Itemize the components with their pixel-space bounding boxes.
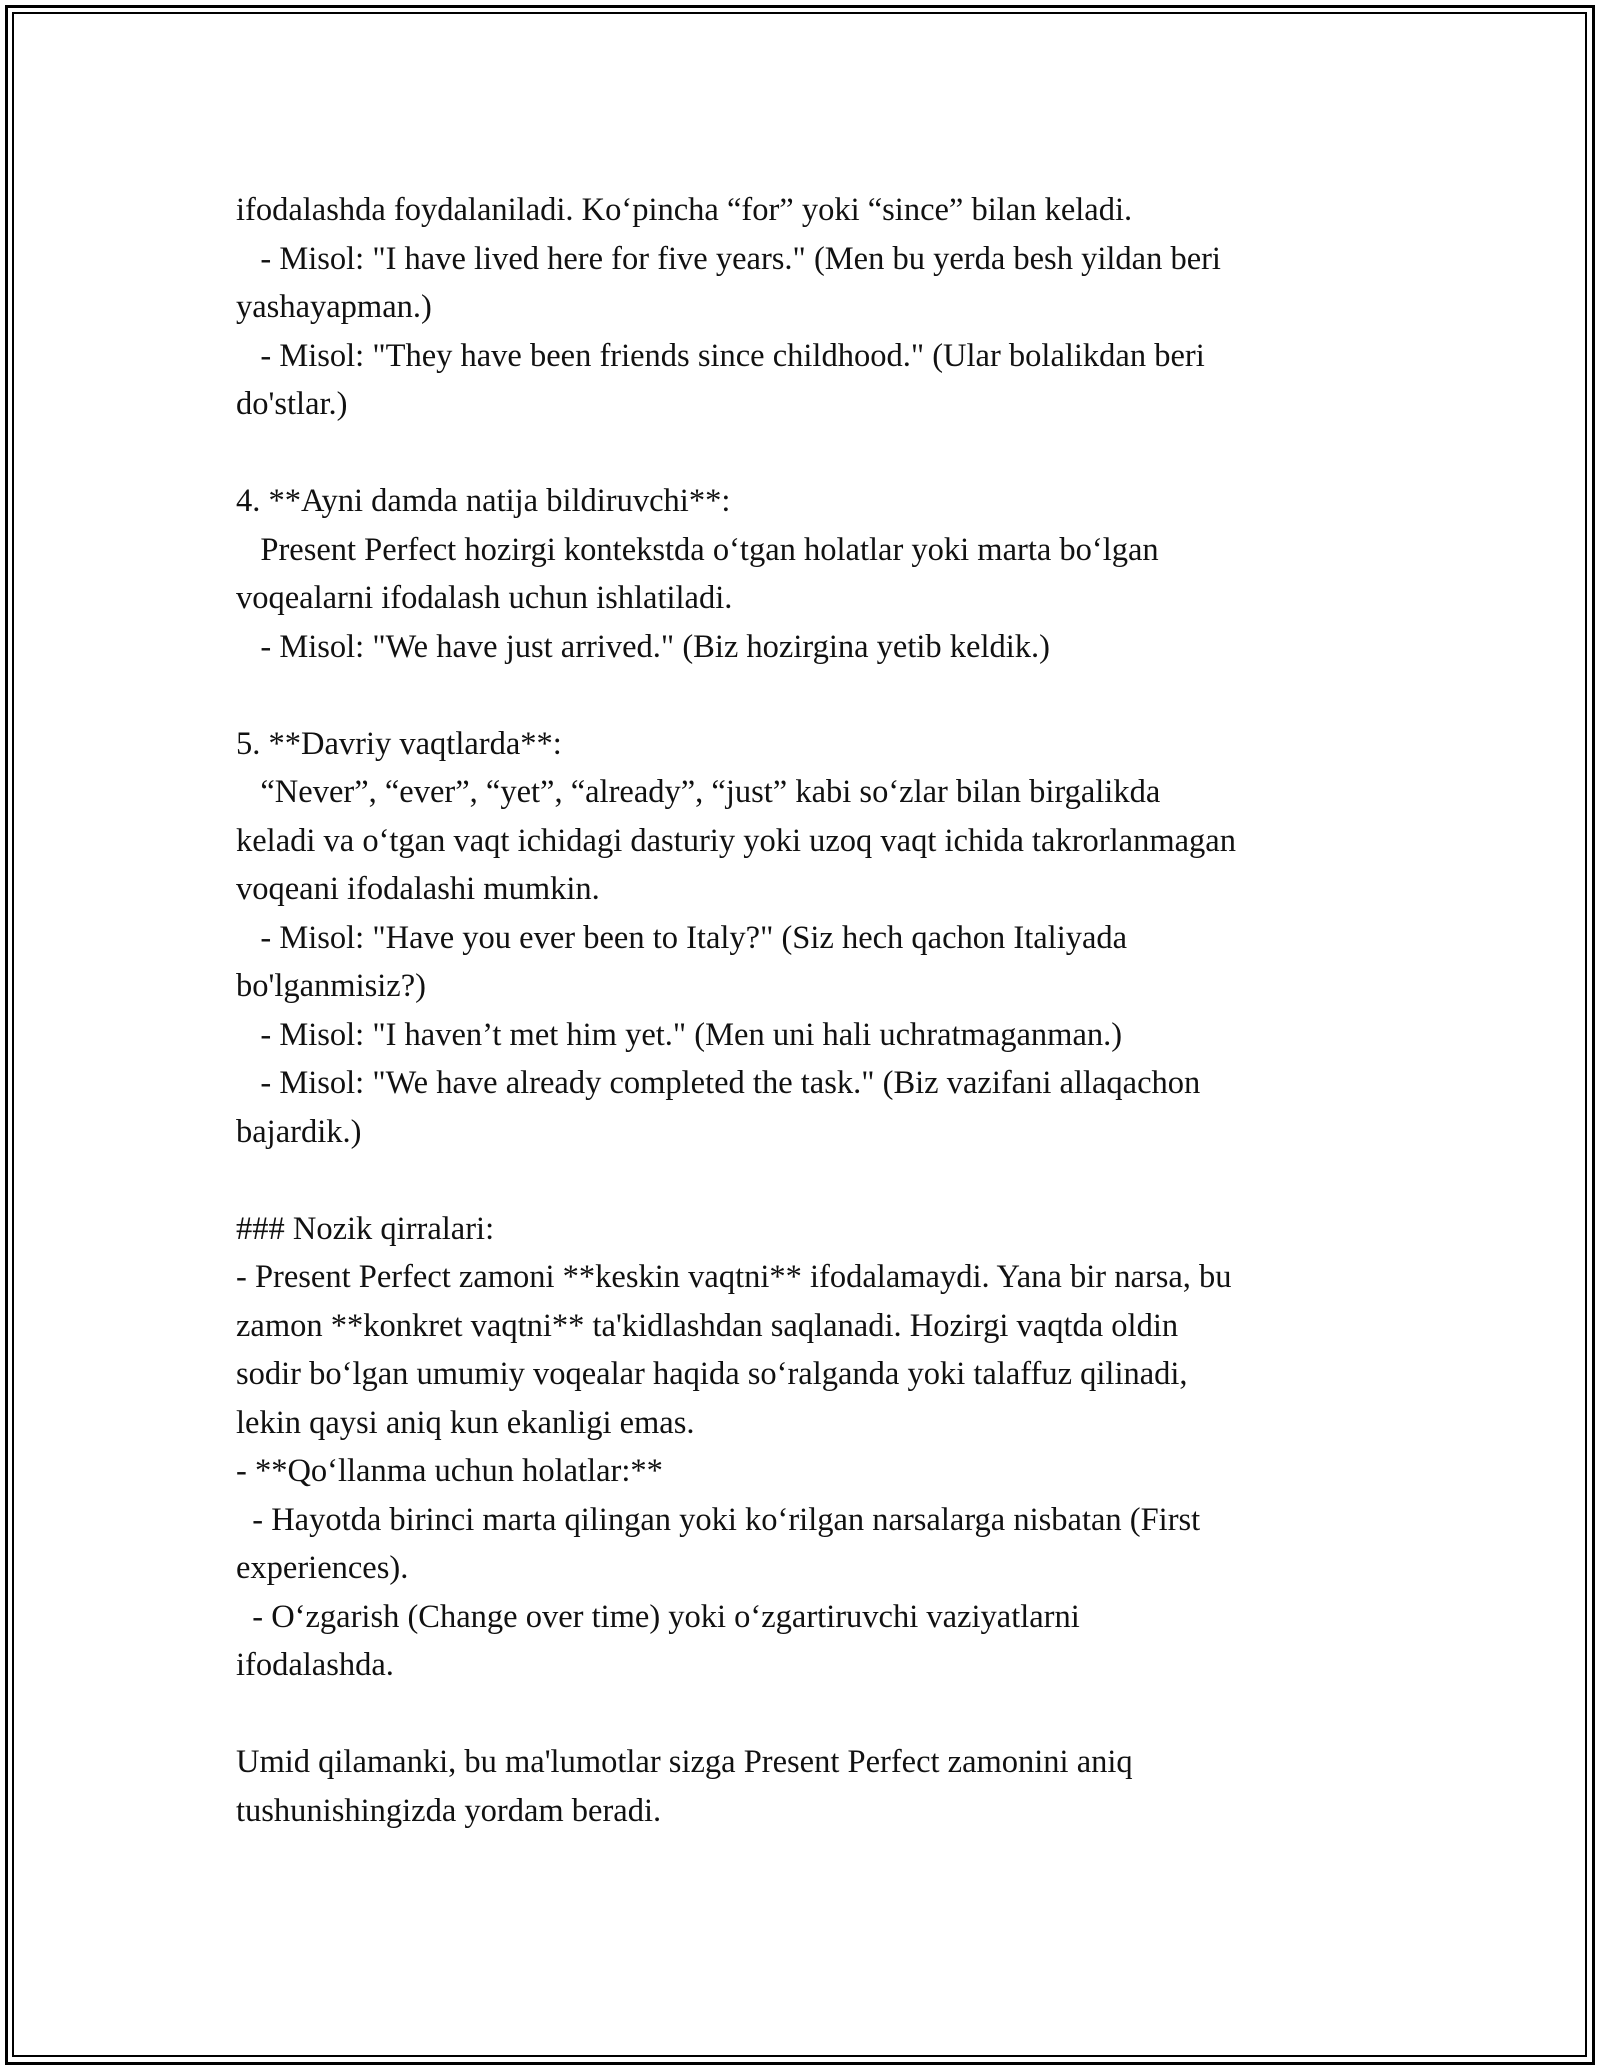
section-heading-4: 4. **Ayni damda natija bildiruvchi**: xyxy=(236,483,731,519)
example-line: - Misol: "We have just arrived." (Biz hozirgina yetib keldik.) xyxy=(236,628,1050,665)
bullet-line: - Present Perfect zamoni **keskin vaqtni** ifodalamaydi. Yana bir narsa, bu xyxy=(236,1259,1232,1295)
blank-line xyxy=(236,1690,1376,1739)
text-line: lekin qaysi aniq kun ekanligi emas. xyxy=(236,1404,695,1441)
blank-line xyxy=(236,1156,1376,1205)
text-line: ifodalashda. xyxy=(236,1647,394,1683)
closing-line: tushunishingizda yordam beradi. xyxy=(236,1792,662,1829)
text-line: voqealarni ifodalash uchun ishlatiladi. xyxy=(236,580,733,616)
blank-line xyxy=(236,671,1376,720)
section-heading-5: 5. **Davriy vaqtlarda**: xyxy=(236,725,562,762)
text-line: “Never”, “ever”, “yet”, “already”, “just” kabi so‘zlar bilan birgalikda xyxy=(236,774,1161,810)
text-line: voqeani ifodalashi mumkin. xyxy=(236,871,600,907)
text-line: ifodalashda foydalaniladi. Ko‘pincha “for” yoki “since” bilan keladi. xyxy=(236,192,1133,228)
text-line: do'stlar.) xyxy=(236,386,348,422)
sub-bullet-line: - Hayotda birinci marta qilingan yoki ko‘rilgan narsalarga nisbatan (First xyxy=(236,1501,1201,1538)
text-line: Present Perfect hozirgi kontekstda o‘tgan holatlar yoki marta bo‘lgan xyxy=(236,531,1159,568)
example-line: - Misol: "They have been friends since childhood." (Ular bolalikdan beri xyxy=(236,337,1205,374)
text-line: keladi va o‘tgan vaqt ichidagi dasturiy yoki uzoq vaqt ichida takrorlanmagan xyxy=(236,822,1236,859)
text-line: bo'lganmisiz?) xyxy=(236,968,426,1004)
sub-bullet-line: - O‘zgarish (Change over time) yoki o‘zgartiruvchi vaziyatlarni xyxy=(236,1598,1080,1635)
text-line: experiences). xyxy=(236,1550,409,1586)
text-line: yashayapman.) xyxy=(236,289,432,325)
blank-line xyxy=(236,429,1376,478)
example-line: - Misol: "Have you ever been to Italy?" (Siz hech qachon Italiyada xyxy=(236,919,1128,956)
example-line: - Misol: "We have already completed the task." (Biz vazifani allaqachon xyxy=(236,1065,1201,1101)
nuances-heading: ### Nozik qirralari: xyxy=(236,1210,495,1247)
bullet-line: - **Qo‘llanma uchun holatlar:** xyxy=(236,1453,663,1489)
text-line: zamon **konkret vaqtni** ta'kidlashdan saqlanadi. Hozirgi vaqtda oldin xyxy=(236,1307,1179,1344)
text-line: sodir bo‘lgan umumiy voqealar haqida so‘ralganda yoki talaffuz qilinadi, xyxy=(236,1356,1188,1392)
closing-line: Umid qilamanki, bu ma'lumotlar sizga Present Perfect zamonini aniq xyxy=(236,1744,1133,1780)
text-line: bajardik.) xyxy=(236,1113,362,1150)
document-body xyxy=(236,186,1376,1835)
example-line: - Misol: "I have lived here for five years." (Men bu yerda besh yildan beri xyxy=(236,240,1221,277)
example-line: - Misol: "I haven’t met him yet." (Men uni hali uchratmaganman.) xyxy=(236,1016,1123,1053)
